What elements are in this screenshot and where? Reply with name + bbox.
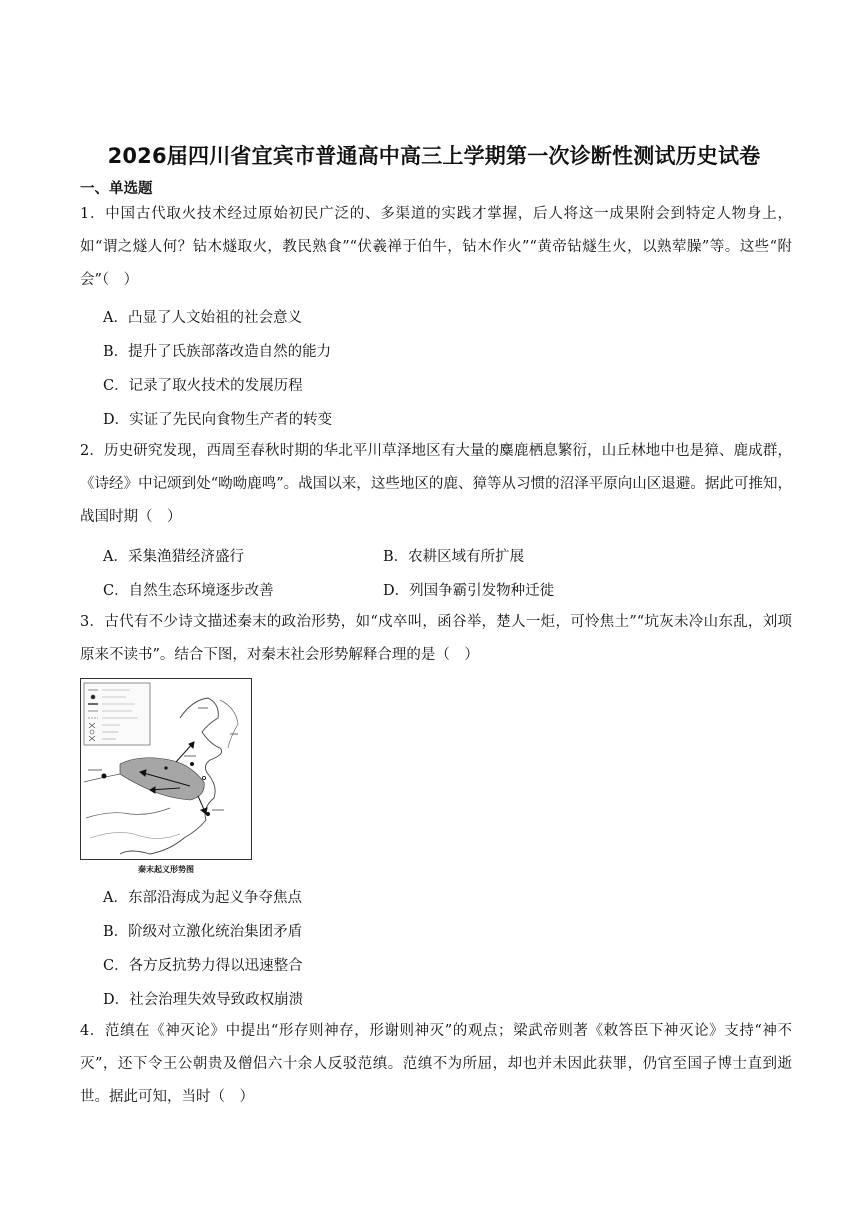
question-3-option-b: B．阶级对立激化统治集团矛盾	[103, 924, 303, 940]
question-2-option-a: A．采集渔猎经济盛行	[103, 549, 244, 565]
question-3-stem: 3．古代有不少诗文描述秦末的政治形势，如“戍卒叫，函谷举，楚人一炬，可怜焦土”“坑灰未冷山东乱，刘项原来不读书”。结合下图，对秦末社会形势解释合理的是（ ）	[80, 614, 792, 663]
question-1-option-a: A．凸显了人文始祖的社会意义	[103, 310, 302, 326]
map-caption: 秦末起义形势图	[138, 864, 194, 874]
question-2-option-c: C．自然生态环境逐步改善	[103, 583, 274, 599]
question-4-stem: 4．范缜在《神灭论》中提出“形存则神存，形谢则神灭”的观点；梁武帝则著《敕答臣下神灭论》支持“神不灭”，还下令王公朝贵及僧侣六十余人反驳范缜。范缜不为所屈，却也并未因此获罪，仍官至国子博士直到逝世。据此可知，当时（ ）	[80, 1023, 792, 1105]
question-2-option-d: D．列国争霸引发物种迁徙	[383, 583, 555, 599]
question-1-stem: 1．中国古代取火技术经过原始初民广泛的、多渠道的实践才掌握，后人将这一成果附会到特定人物身上，如“谓之燧人何？钻木燧取火，教民熟食”“伏羲禅于伯牛，钻木作火”“黄帝钻燧生火，以熟荤臊”等。这些“附会”（ ）	[80, 206, 792, 288]
question-3-option-d: D．社会治理失效导致政权崩溃	[103, 992, 304, 1008]
map-legend	[84, 683, 150, 745]
question-1-option-b: B．提升了氏族部落改造自然的能力	[103, 344, 332, 360]
page-title: 2026届四川省宜宾市普通高中高三上学期第一次诊断性测试历史试卷	[107, 144, 761, 168]
question-1-option-c: C．记录了取火技术的发展历程	[103, 378, 303, 394]
qin-uprising-map	[80, 678, 252, 860]
question-2-stem: 2．历史研究发现，西周至春秋时期的华北平川草泽地区有大量的麋鹿栖息繁衍，山丘林地中也是獐、鹿成群，《诗经》中记颂到处“呦呦鹿鸣”。战国以来，这些地区的鹿、獐等从习惯的沼泽平原向山区退避。据此可推知，战国时期（ ）	[80, 443, 792, 525]
section-heading: 一、单选题	[80, 181, 153, 197]
question-3-option-a: A．东部沿海成为起义争夺焦点	[103, 890, 302, 906]
question-2-option-b: B．农耕区域有所扩展	[383, 549, 525, 565]
question-1-option-d: D．实证了先民向食物生产者的转变	[103, 412, 333, 428]
question-3-option-c: C．各方反抗势力得以迅速整合	[103, 958, 303, 974]
